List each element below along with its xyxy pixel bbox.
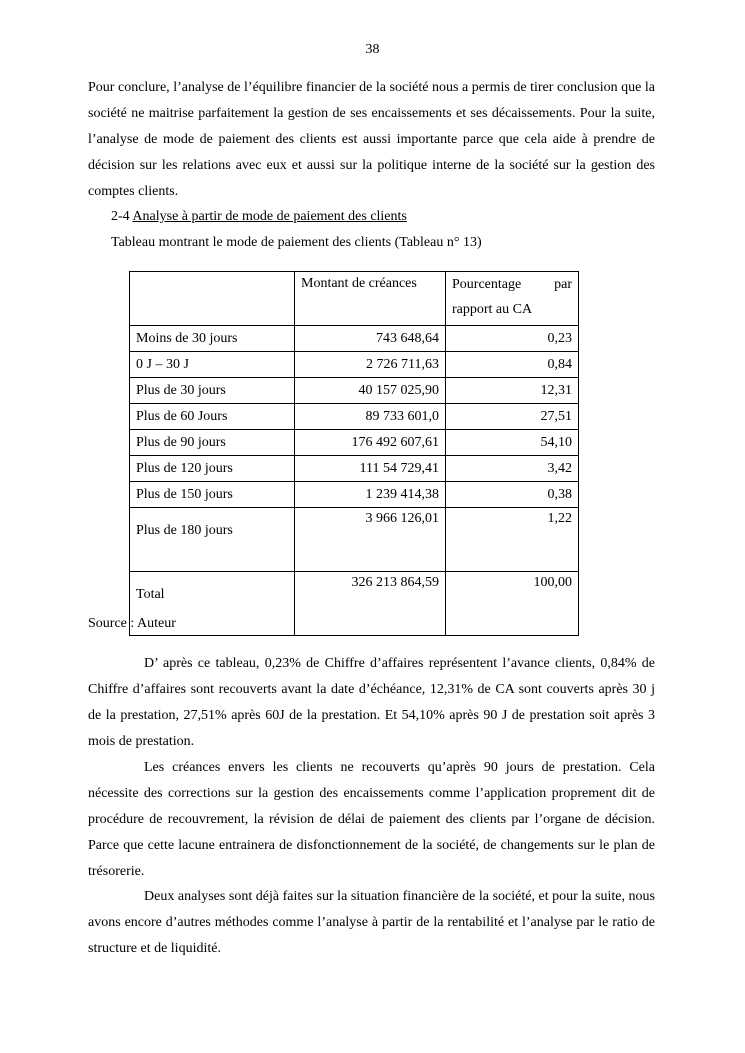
- table-row: [130, 404, 579, 430]
- row-percent: 1,22: [446, 508, 579, 572]
- intro-paragraph: Pour conclure, l’analyse de l’équilibre financier de la société nous a permis de tirer conclusion que la société ne maitrise parfaitement la gestion de ses encaissements et ses décaissements. Pour la suite, l’analyse de mode de paiement des clients est aussi importante parce que cela aide à prendre de décision sur les relations avec eux et aussi sur la politique interne de la société sur la gestion des comptes clients.: [88, 80, 655, 199]
- row-amount: 1 239 414,38: [295, 482, 446, 508]
- row-percent: 12,31: [446, 378, 579, 404]
- row-label: Plus de 180 jours: [130, 508, 295, 572]
- table-row: [130, 482, 579, 508]
- row-amount: 2 726 711,63: [295, 352, 446, 378]
- total-amount: 326 213 864,59: [295, 572, 446, 636]
- table-row: [130, 430, 579, 456]
- header-percent-line2: rapport au CA: [452, 302, 533, 317]
- row-label: Plus de 120 jours: [130, 456, 295, 482]
- analysis-paragraph-2: Les créances envers les clients ne recouverts qu’après 90 jours de prestation. Cela nécessite des corrections sur la gestion des encaissements comme l’application proprement dit de procédure de recouvrement, la révision de délai de paiement des clients par l’organe de décision. Parce que cette lacune entrainera de disfonctionnement de la société, de changements sur le plan de trésorerie.: [88, 760, 655, 879]
- analysis-paragraph-1: D’ après ce tableau, 0,23% de Chiffre d’affaires représentent l’avance clients, 0,84% de Chiffre d’affaires sont recouverts avant la date d’échéance, 12,31% de CA sont couverts après 30 j de la prestation, 27,51% après 60J de la prestation. Et 54,10% après 90 J de prestation soit après 3 mois de prestation.: [88, 656, 655, 749]
- total-label: Total: [130, 572, 295, 636]
- row-percent: 0,38: [446, 482, 579, 508]
- row-label: Plus de 30 jours: [130, 378, 295, 404]
- source-note: Source : Auteur: [88, 616, 176, 631]
- row-amount: 3 966 126,01: [295, 508, 446, 572]
- row-amount: 743 648,64: [295, 326, 446, 352]
- header-percent-word2: par: [554, 277, 572, 292]
- row-amount: 176 492 607,61: [295, 430, 446, 456]
- header-percent-word1: Pourcentage: [452, 277, 522, 292]
- row-percent: 0,23: [446, 326, 579, 352]
- payment-mode-table: [129, 271, 579, 636]
- table-row: [130, 508, 579, 572]
- section-heading: [111, 208, 407, 226]
- row-label: Plus de 90 jours: [130, 430, 295, 456]
- header-percent: [446, 272, 579, 326]
- table-row: [130, 456, 579, 482]
- row-percent: 54,10: [446, 430, 579, 456]
- table-row: [130, 352, 579, 378]
- table-caption: Tableau montrant le mode de paiement des clients (Tableau n° 13): [111, 235, 482, 250]
- analysis-paragraph-3: Deux analyses sont déjà faites sur la situation financière de la société, et pour la suite, nous avons encore d’autres méthodes comme l’analyse à partir de la rentabilité et l’analyse par le ratio de structure et de liquidité.: [88, 889, 655, 956]
- table-header-row: [130, 272, 579, 326]
- row-amount: 111 54 729,41: [295, 456, 446, 482]
- row-percent: 27,51: [446, 404, 579, 430]
- row-label: 0 J – 30 J: [130, 352, 295, 378]
- row-amount: 40 157 025,90: [295, 378, 446, 404]
- page-number: 38: [365, 42, 380, 57]
- table-total-row: [130, 572, 579, 636]
- row-label: Moins de 30 jours: [130, 326, 295, 352]
- section-number: 2-4: [111, 209, 130, 224]
- row-percent: 3,42: [446, 456, 579, 482]
- header-empty-cell: [130, 272, 295, 326]
- section-title: Analyse à partir de mode de paiement des clients: [132, 209, 407, 224]
- row-percent: 0,84: [446, 352, 579, 378]
- row-amount: 89 733 601,0: [295, 404, 446, 430]
- header-amount: Montant de créances: [295, 272, 446, 326]
- total-percent: 100,00: [446, 572, 579, 636]
- table-row: [130, 378, 579, 404]
- row-label: Plus de 150 jours: [130, 482, 295, 508]
- row-label: Plus de 60 Jours: [130, 404, 295, 430]
- table-row: [130, 326, 579, 352]
